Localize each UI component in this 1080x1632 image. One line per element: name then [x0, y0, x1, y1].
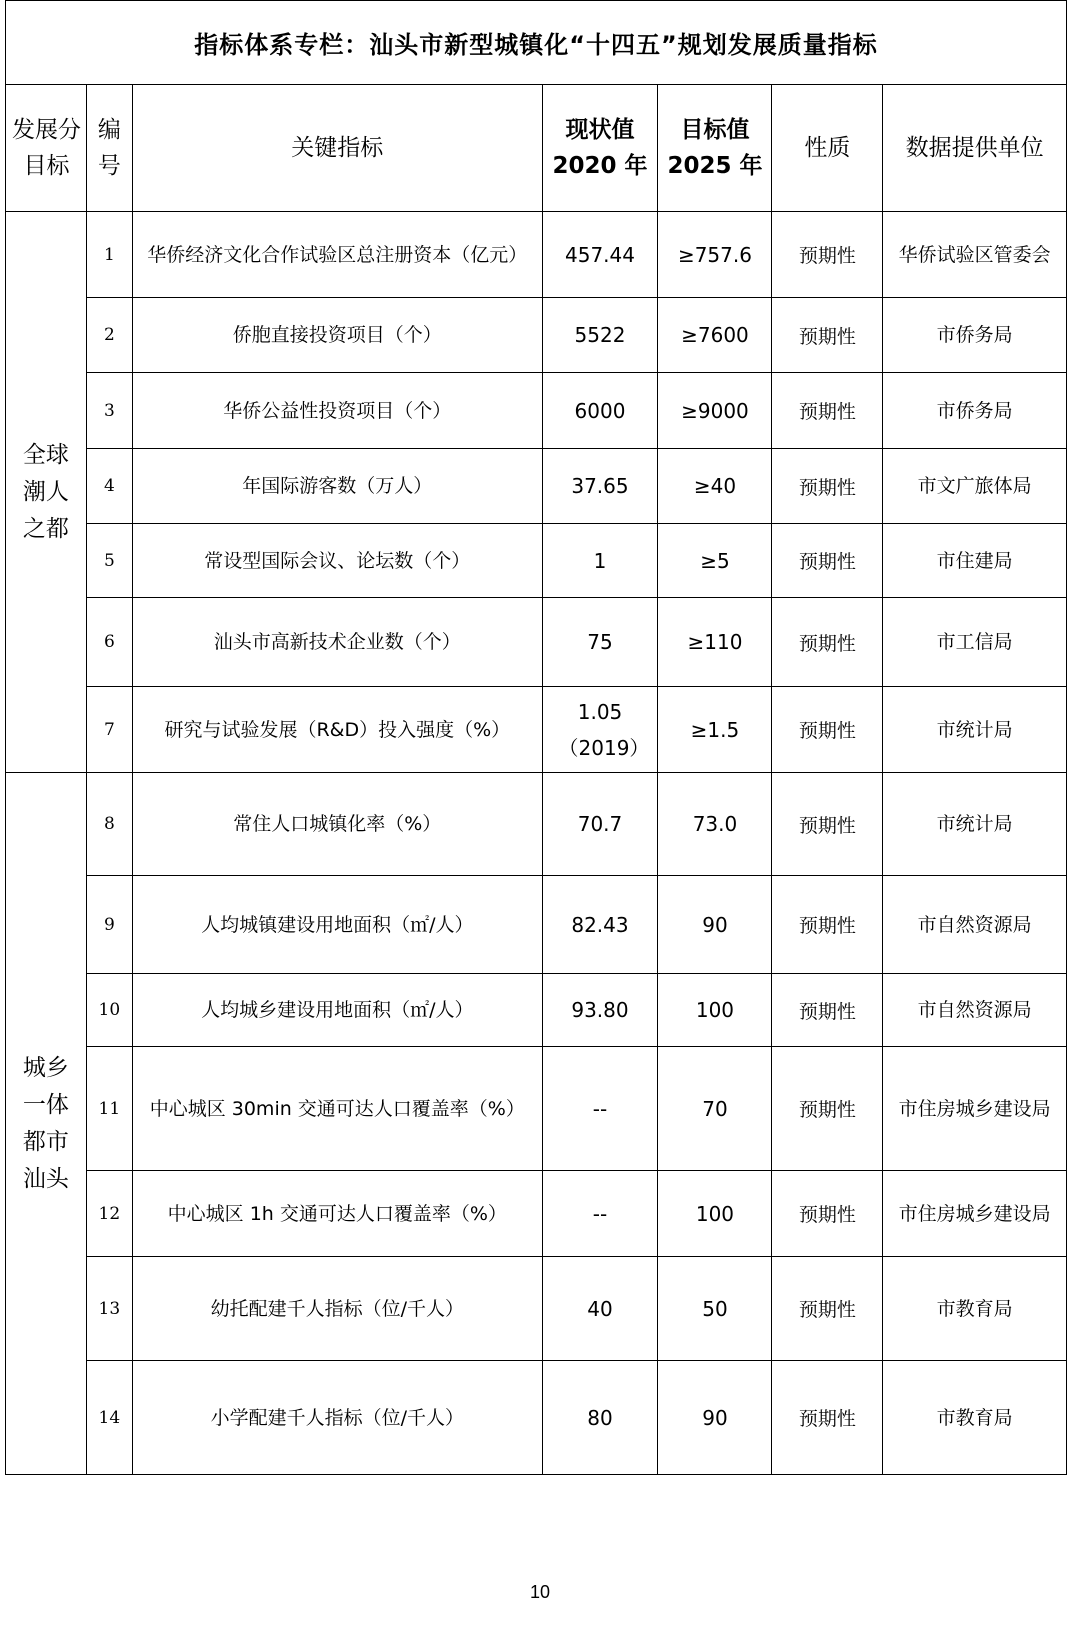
indicator-cell: 常设型国际会议、论坛数（个）	[133, 524, 542, 598]
number-cell: 9	[86, 876, 132, 974]
header-indicator: 关键指标	[133, 85, 542, 212]
nature-cell: 预期性	[772, 524, 883, 598]
source-cell: 市侨务局	[883, 298, 1067, 373]
table-row	[6, 974, 1067, 1047]
number-cell: 10	[86, 974, 132, 1047]
current-value-cell: 457.44	[542, 212, 658, 298]
table-row	[6, 524, 1067, 598]
indicator-table	[5, 0, 1067, 1475]
goal-cell: 城乡一体都市汕头	[6, 773, 87, 1475]
table-row	[6, 687, 1067, 773]
target-value-cell: 50	[658, 1257, 772, 1361]
current-value-cell: 70.7	[542, 773, 658, 876]
header-row	[6, 85, 1067, 212]
nature-cell: 预期性	[772, 1171, 883, 1257]
source-cell: 市住建局	[883, 524, 1067, 598]
current-value-cell: 80	[542, 1361, 658, 1475]
nature-cell: 预期性	[772, 212, 883, 298]
indicator-cell: 汕头市高新技术企业数（个）	[133, 598, 542, 687]
source-cell: 市自然资源局	[883, 974, 1067, 1047]
indicator-cell: 华侨公益性投资项目（个）	[133, 373, 542, 449]
header-number: 编号	[86, 85, 132, 212]
nature-cell: 预期性	[772, 373, 883, 449]
indicator-cell: 侨胞直接投资项目（个）	[133, 298, 542, 373]
source-cell: 市统计局	[883, 687, 1067, 773]
source-cell: 市工信局	[883, 598, 1067, 687]
header-current: 现状值 2020 年	[542, 85, 658, 212]
table-row	[6, 1047, 1067, 1171]
goal-cell: 全球潮人之都	[6, 212, 87, 773]
source-cell: 华侨试验区管委会	[883, 212, 1067, 298]
table-row	[6, 212, 1067, 298]
target-value-cell: 100	[658, 1171, 772, 1257]
table-row	[6, 1361, 1067, 1475]
source-cell: 市文广旅体局	[883, 449, 1067, 524]
table-row	[6, 773, 1067, 876]
current-value-cell: --	[542, 1171, 658, 1257]
number-cell: 2	[86, 298, 132, 373]
number-cell: 1	[86, 212, 132, 298]
nature-cell: 预期性	[772, 876, 883, 974]
nature-cell: 预期性	[772, 598, 883, 687]
number-cell: 14	[86, 1361, 132, 1475]
current-value-cell: 82.43	[542, 876, 658, 974]
current-value-cell: 1.05（2019）	[542, 687, 658, 773]
indicator-cell: 中心城区 1h 交通可达人口覆盖率（%）	[133, 1171, 542, 1257]
current-value-cell: 75	[542, 598, 658, 687]
nature-cell: 预期性	[772, 1047, 883, 1171]
source-cell: 市教育局	[883, 1361, 1067, 1475]
target-value-cell: ≥9000	[658, 373, 772, 449]
indicator-cell: 华侨经济文化合作试验区总注册资本（亿元）	[133, 212, 542, 298]
target-value-cell: 90	[658, 1361, 772, 1475]
header-goal: 发展分目标	[6, 85, 87, 212]
nature-cell: 预期性	[772, 974, 883, 1047]
indicator-cell: 人均城镇建设用地面积（㎡/人）	[133, 876, 542, 974]
source-cell: 市统计局	[883, 773, 1067, 876]
number-cell: 6	[86, 598, 132, 687]
target-value-cell: 100	[658, 974, 772, 1047]
indicator-cell: 中心城区 30min 交通可达人口覆盖率（%）	[133, 1047, 542, 1171]
current-value-cell: --	[542, 1047, 658, 1171]
table-row	[6, 373, 1067, 449]
header-nature: 性质	[772, 85, 883, 212]
source-cell: 市住房城乡建设局	[883, 1047, 1067, 1171]
indicator-cell: 小学配建千人指标（位/千人）	[133, 1361, 542, 1475]
table-row	[6, 876, 1067, 974]
header-source: 数据提供单位	[883, 85, 1067, 212]
source-cell: 市自然资源局	[883, 876, 1067, 974]
table-row	[6, 298, 1067, 373]
indicator-cell: 年国际游客数（万人）	[133, 449, 542, 524]
target-value-cell: ≥7600	[658, 298, 772, 373]
table-row	[6, 1171, 1067, 1257]
indicator-cell: 人均城乡建设用地面积（㎡/人）	[133, 974, 542, 1047]
target-value-cell: ≥5	[658, 524, 772, 598]
number-cell: 11	[86, 1047, 132, 1171]
current-value-cell: 1	[542, 524, 658, 598]
table-title: 指标体系专栏：汕头市新型城镇化“十四五”规划发展质量指标	[6, 1, 1067, 85]
current-value-cell: 93.80	[542, 974, 658, 1047]
target-value-cell: ≥1.5	[658, 687, 772, 773]
page-number: 10	[529, 1582, 551, 1602]
nature-cell: 预期性	[772, 298, 883, 373]
nature-cell: 预期性	[772, 687, 883, 773]
current-value-cell: 40	[542, 1257, 658, 1361]
number-cell: 4	[86, 449, 132, 524]
number-cell: 3	[86, 373, 132, 449]
target-value-cell: 73.0	[658, 773, 772, 876]
source-cell: 市教育局	[883, 1257, 1067, 1361]
nature-cell: 预期性	[772, 1361, 883, 1475]
current-value-cell: 6000	[542, 373, 658, 449]
nature-cell: 预期性	[772, 1257, 883, 1361]
source-cell: 市住房城乡建设局	[883, 1171, 1067, 1257]
nature-cell: 预期性	[772, 773, 883, 876]
nature-cell: 预期性	[772, 449, 883, 524]
indicator-cell: 常住人口城镇化率（%）	[133, 773, 542, 876]
number-cell: 5	[86, 524, 132, 598]
table-row	[6, 598, 1067, 687]
number-cell: 12	[86, 1171, 132, 1257]
table-row	[6, 449, 1067, 524]
current-value-cell: 5522	[542, 298, 658, 373]
source-cell: 市侨务局	[883, 373, 1067, 449]
number-cell: 7	[86, 687, 132, 773]
table-row	[6, 1257, 1067, 1361]
header-target: 目标值 2025 年	[658, 85, 772, 212]
target-value-cell: ≥40	[658, 449, 772, 524]
target-value-cell: ≥757.6	[658, 212, 772, 298]
indicator-cell: 研究与试验发展（R&D）投入强度（%）	[133, 687, 542, 773]
target-value-cell: 90	[658, 876, 772, 974]
indicator-cell: 幼托配建千人指标（位/千人）	[133, 1257, 542, 1361]
number-cell: 8	[86, 773, 132, 876]
number-cell: 13	[86, 1257, 132, 1361]
target-value-cell: 70	[658, 1047, 772, 1171]
current-value-cell: 37.65	[542, 449, 658, 524]
target-value-cell: ≥110	[658, 598, 772, 687]
